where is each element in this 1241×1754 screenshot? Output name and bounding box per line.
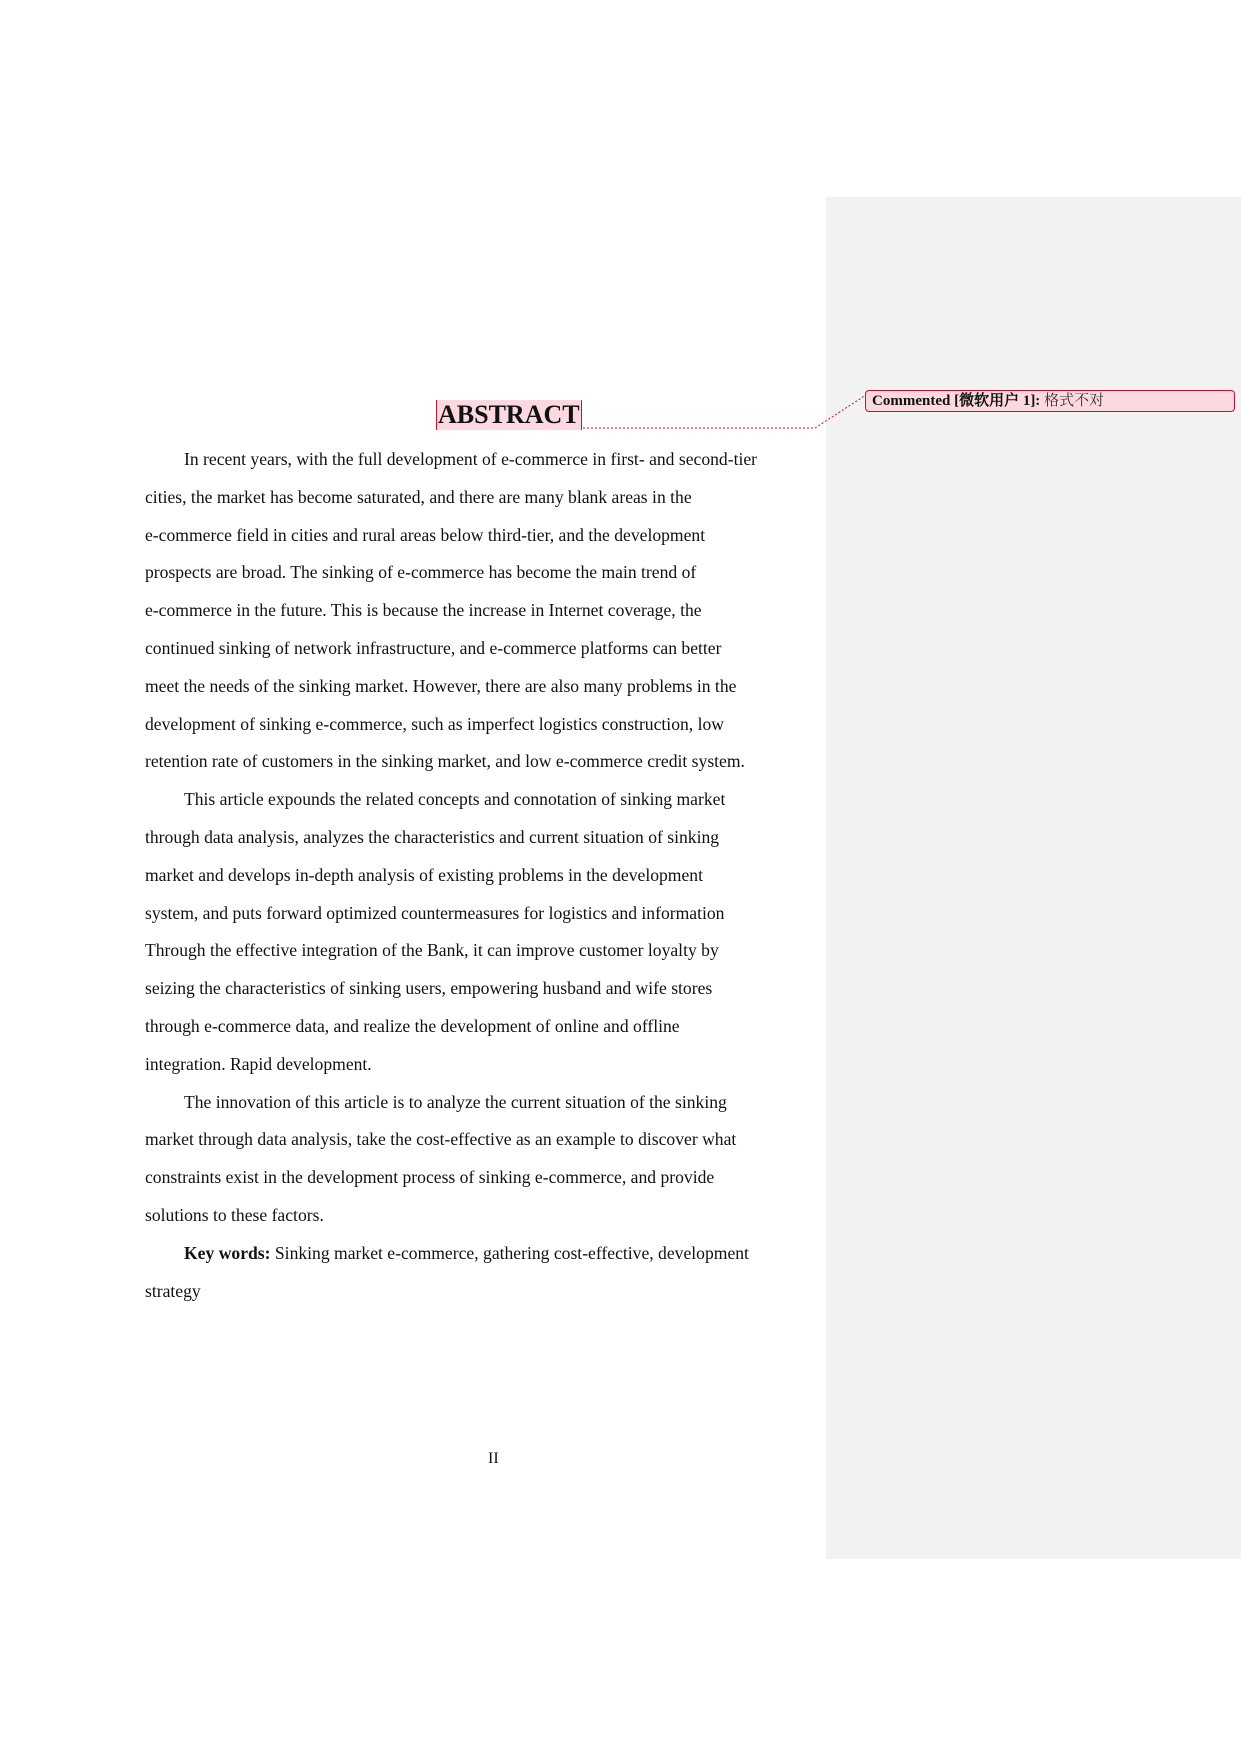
- comment-label: Commented [微软用户 1]:: [872, 393, 1041, 409]
- comment-balloon[interactable]: [865, 390, 1235, 412]
- paragraph-line: continued sinking of network infrastructure, and e-commerce platforms can better: [145, 637, 722, 658]
- abstract-title: ABSTRACT: [438, 400, 580, 429]
- paragraph-line: meet the needs of the sinking market. However, there are also many problems in the: [145, 675, 737, 696]
- paragraph-line: market through data analysis, take the cost-effective as an example to discover what: [145, 1129, 737, 1150]
- page-number: II: [488, 1450, 499, 1467]
- paragraph-line: prospects are broad. The sinking of e-commerce has become the main trend of: [145, 562, 697, 583]
- paragraph-line: The innovation of this article is to analyze the current situation of the sinking: [184, 1091, 727, 1112]
- paragraph-line: through data analysis, analyzes the characteristics and current situation of sinking: [145, 826, 720, 847]
- paragraph-line: through e-commerce data, and realize the development of online and offline: [145, 1015, 680, 1036]
- abstract-body: [145, 441, 817, 1310]
- paragraph-line: development of sinking e-commerce, such as imperfect logistics construction, low: [145, 713, 724, 734]
- keywords-label: Key words:: [184, 1242, 271, 1263]
- paragraph-line: In recent years, with the full development of e-commerce in first- and second-tier: [184, 449, 758, 469]
- paragraph-line: retention rate of customers in the sinking market, and low e-commerce credit system.: [145, 751, 745, 772]
- keywords-line: [145, 1235, 817, 1273]
- paragraph-line: seizing the characteristics of sinking users, empowering husband and wife stores: [145, 978, 713, 999]
- paragraph-line: market and develops in-depth analysis of existing problems in the development: [145, 864, 703, 885]
- paragraph-line: solutions to these factors.: [145, 1204, 324, 1225]
- paragraph-line: e-commerce field in cities and rural areas below third-tier, and the development: [145, 524, 706, 545]
- paragraph-line: e-commerce in the future. This is because the increase in Internet coverage, the: [145, 600, 702, 621]
- paragraph-line: Through the effective integration of the Bank, it can improve customer loyalty by: [145, 940, 719, 961]
- paragraph-line: system, and puts forward optimized countermeasures for logistics and information: [145, 902, 725, 923]
- paragraph-line: cities, the market has become saturated, and there are many blank areas in the: [145, 486, 692, 507]
- keywords-line: strategy: [145, 1280, 201, 1301]
- keywords-text: Sinking market e-commerce, gathering cost-effective, development: [270, 1242, 749, 1263]
- paragraph-line: This article expounds the related concepts and connotation of sinking market: [184, 789, 726, 810]
- paragraph-line: integration. Rapid development.: [145, 1053, 372, 1074]
- paragraph-line: constraints exist in the development process of sinking e-commerce, and provide: [145, 1167, 715, 1188]
- comment-text: 格式不对: [1044, 393, 1105, 409]
